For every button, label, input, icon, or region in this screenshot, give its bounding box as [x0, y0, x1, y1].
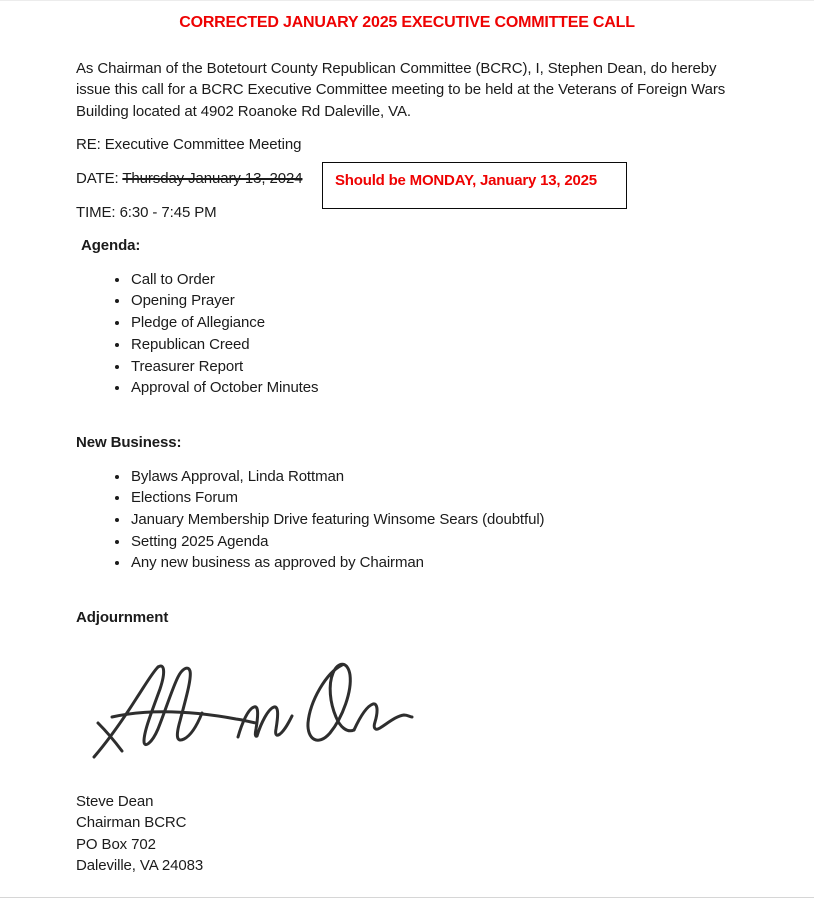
- agenda-item: • Opening Prayer: [130, 290, 744, 312]
- agenda-item: • Call to Order: [130, 269, 744, 291]
- agenda-item: • Approval of October Minutes: [130, 377, 744, 399]
- new-business-item: • Any new business as approved by Chairman: [130, 552, 744, 574]
- signer-name: Steve Dean: [76, 792, 154, 810]
- new-business-list: [76, 466, 744, 575]
- agenda-item: • Republican Creed: [130, 334, 744, 356]
- agenda-item: • Pledge of Allegiance: [130, 312, 744, 334]
- adjournment-heading: Adjournment: [76, 609, 169, 627]
- intro-paragraph: As Chairman of the Botetourt County Republican Committee (BCRC), I, Stephen Dean, do hereby issue this call for a BCRC Executive Committee meeting to be held at the Veterans of Foreign Wars Building located at 4902 Roanoke Rd Daleville, VA.: [76, 59, 726, 120]
- date-label: DATE:: [76, 169, 123, 187]
- new-business-item: • January Membership Drive featuring Winsome Sears (doubtful): [130, 509, 744, 531]
- signer-title: Chairman BCRC: [76, 814, 187, 832]
- new-business-item: • Bylaws Approval, Linda Rottman: [130, 466, 744, 488]
- signature-block: [76, 791, 744, 877]
- agenda-item: • Treasurer Report: [130, 356, 744, 378]
- new-business-item: • Elections Forum: [130, 487, 744, 509]
- time-line: TIME: 6:30 - 7:45 PM: [76, 203, 217, 221]
- document-title: CORRECTED JANUARY 2025 EXECUTIVE COMMITTEE CALL: [179, 14, 635, 31]
- signature-image: [88, 651, 418, 771]
- agenda-heading: Agenda:: [81, 237, 141, 255]
- handwritten-signature-icon: [88, 651, 418, 771]
- date-correction-box: [322, 162, 627, 209]
- re-line: RE: Executive Committee Meeting: [76, 136, 302, 154]
- agenda-list: [76, 269, 744, 399]
- new-business-heading: New Business:: [76, 433, 182, 451]
- new-business-item: • Setting 2025 Agenda: [130, 531, 744, 553]
- date-correction-text: Should be MONDAY, January 13, 2025: [335, 172, 597, 189]
- date-struck-value: Thursday January 13, 2024: [122, 169, 303, 187]
- signer-city-state-zip: Daleville, VA 24083: [76, 857, 204, 875]
- bottom-divider: [0, 897, 814, 898]
- signer-po-box: PO Box 702: [76, 835, 156, 853]
